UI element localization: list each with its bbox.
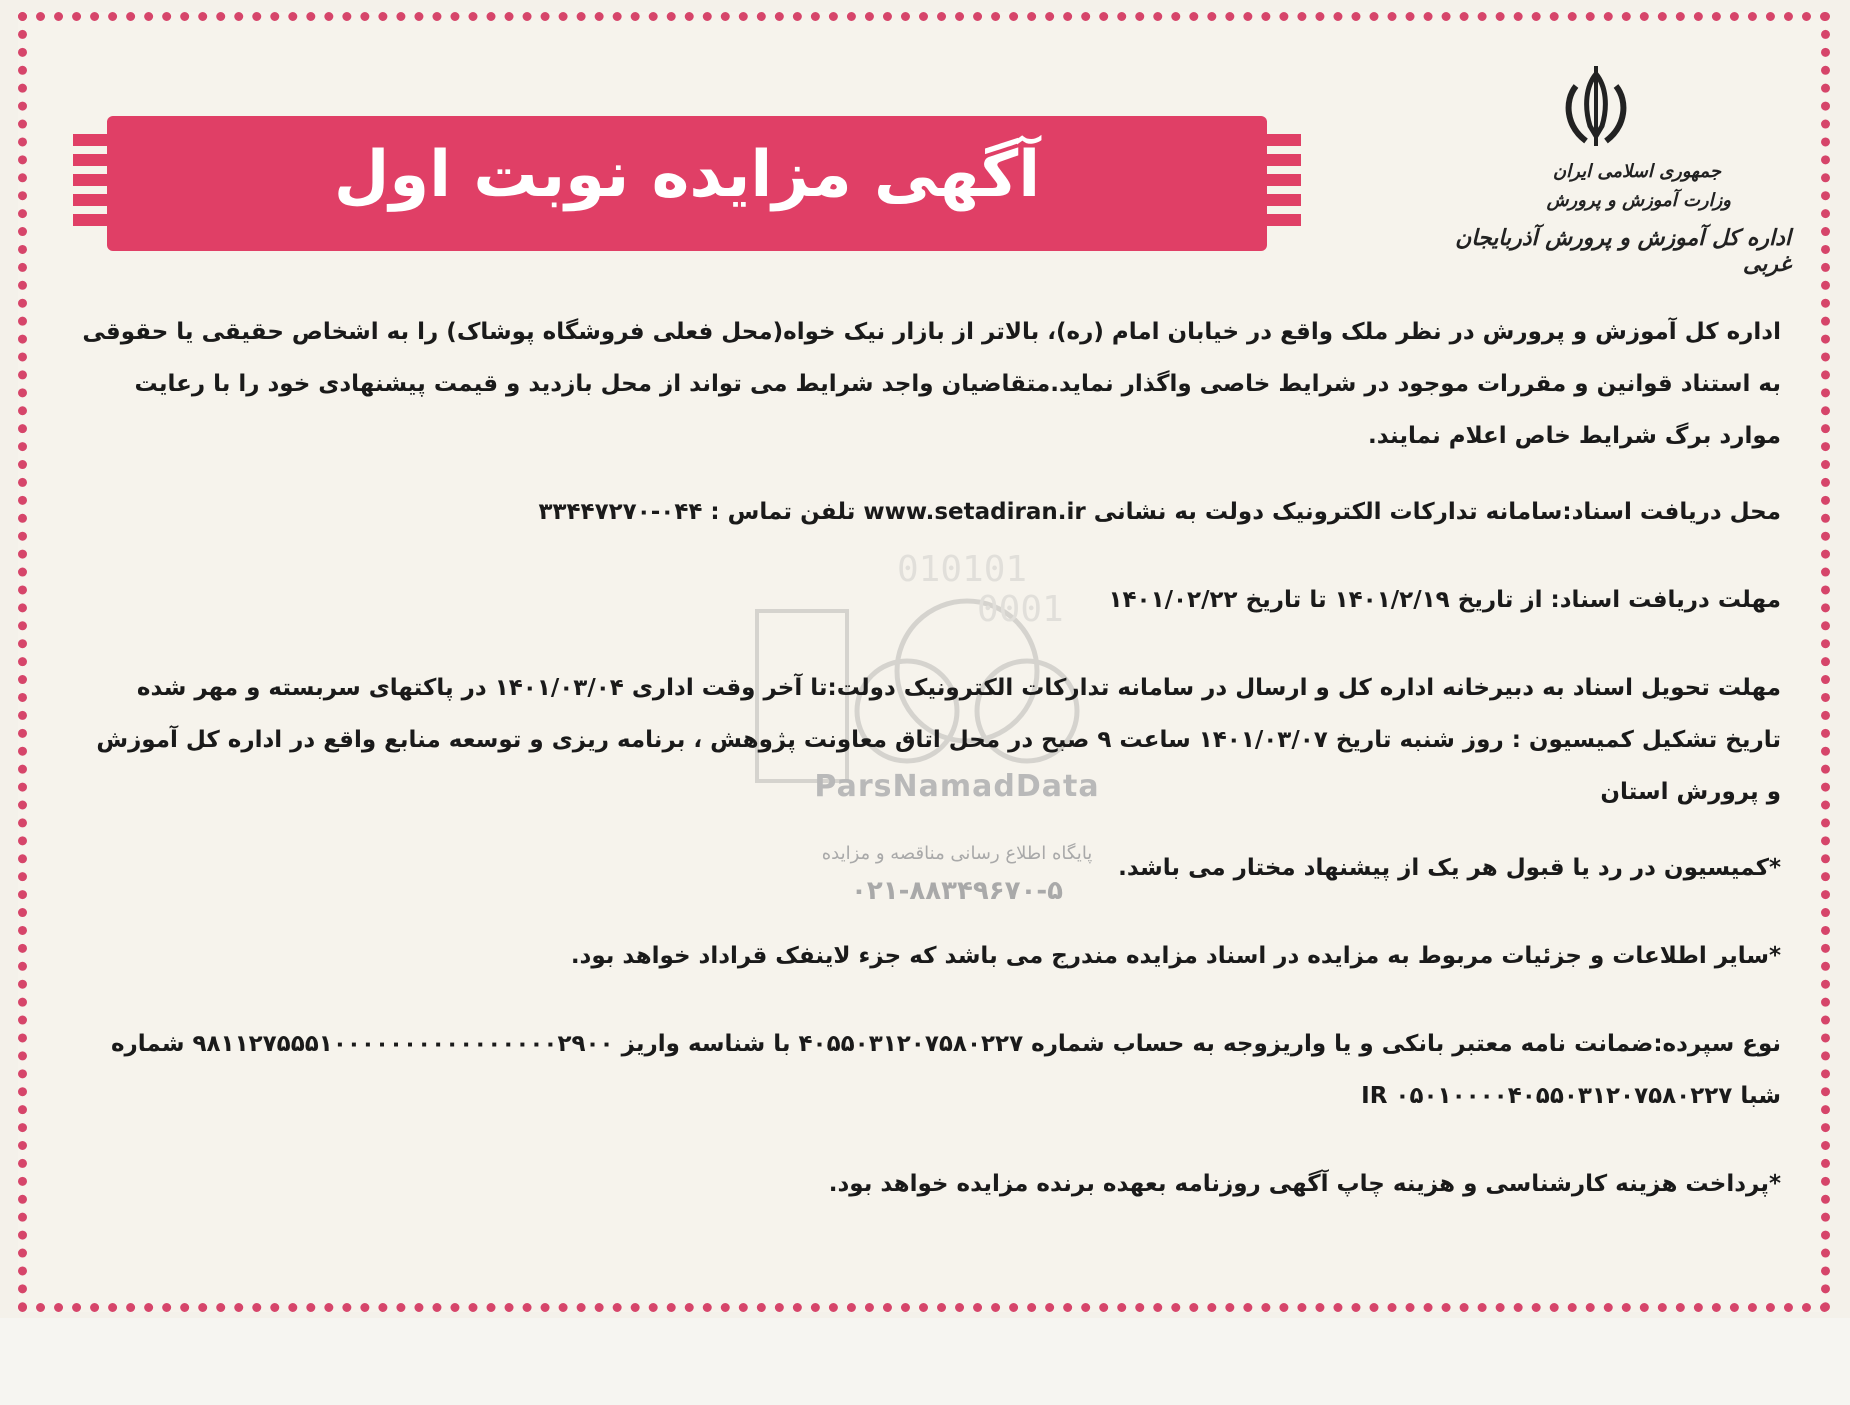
org-department: اداره کل آموزش و پرورش آذربایجان غربی [1455,225,1791,277]
note-commission: *کمیسیون در رد یا قبول هر یک از پیشنهاد مختار می باشد. [1118,855,1781,881]
page-margin [0,1318,1850,1405]
intro-paragraph: اداره کل آموزش و پرورش در نظر ملک واقع در خیابان امام (ره)، بالاتر از بازار نیک خواه(محل فعلی فروشگاه پوشاک) را به اشخاص حقیقی یا حقوقی به استناد قوانین و مقررات موجود در شرایط خاصی واگذار نماید.متقاضیان واجد شرایط می تواند از محل بازدید و قیمت پیشنهادی خود را با رعایت موارد برگ شرایط خاص اعلام نمایند. [82,319,1781,449]
note-costs: *پرداخت هزینه کارشناسی و هزینه چاپ آگهی روزنامه بعهده برنده مزایده خواهد بود. [828,1171,1781,1197]
watermark-phone: ۰۲۱-۸۸۳۴۹۶۷۰-۵ [850,876,1063,906]
title-banner [107,116,1267,251]
svg-text:010101: 010101 [897,551,1028,590]
watermark-brand: ParsNamadData [814,769,1100,804]
submission-paragraph: مهلت تحویل اسناد به دبیرخانه اداره کل و ارسال در سامانه تدارکات الکترونیک دولت:تا آخر وقت اداری ۱۴۰۱/۰۳/۰۴ در پاکتهای سربسته و مهر شده تاریخ تشکیل کمیسیون : روز شنبه تاریخ ۱۴۰۱/۰۳/۰۷ ساعت ۹ صبح در محل اتاق معاونت پژوهش ، برنامه ریزی و توسعه منابع واقع در اداره کل آموزش و پرورش استان [96,675,1781,805]
banner-edge-right [1261,134,1301,234]
org-country: جمهوری اسلامی ایران [1552,161,1721,182]
ad-header [27,21,1821,291]
note-details: *سایر اطلاعات و جزئیات مربوط به مزایده در اسناد مزایده مندرج می باشد که جزء لاینفک قراداد خواهد بود. [570,943,1781,969]
organization-block [1431,161,1791,277]
svg-text:0001: 0001 [977,589,1064,630]
docs-deadline: مهلت دریافت اسناد: از تاریخ ۱۴۰۱/۲/۱۹ تا تاریخ ۱۴۰۱/۰۲/۲۲ [1108,587,1781,613]
ad-title: آگهی مزایده نوبت اول [333,138,1041,212]
docs-location: محل دریافت اسناد:سامانه تدارکات الکترونیک دولت به نشانی www.setadiran.ir تلفن تماس : ۰۴۴-۳۳۴۴۷۲۷۰ [538,499,1781,525]
ad-body [77,306,1781,1210]
ad-frame [18,12,1830,1312]
watermark-subtitle: پایگاه اطلاع رسانی مناقصه و مزایده [821,843,1093,864]
org-ministry: وزارت آموزش و پرورش [1546,190,1731,211]
iran-emblem-icon [1556,66,1636,156]
deposit-paragraph: نوع سپرده:ضمانت نامه معتبر بانکی و یا واریزوجه به حساب شماره ۴۰۵۵۰۳۱۲۰۷۵۸۰۲۲۷ با شناسه واریز ۹۸۱۱۲۷۵۵۵۱۰۰۰۰۰۰۰۰۰۰۰۰۰۰۰۰۲۹۰۰ شماره شبا IR ۰۵۰۱۰۰۰۰۴۰۵۵۰۳۱۲۰۷۵۸۰۲۲۷ [110,1031,1781,1109]
